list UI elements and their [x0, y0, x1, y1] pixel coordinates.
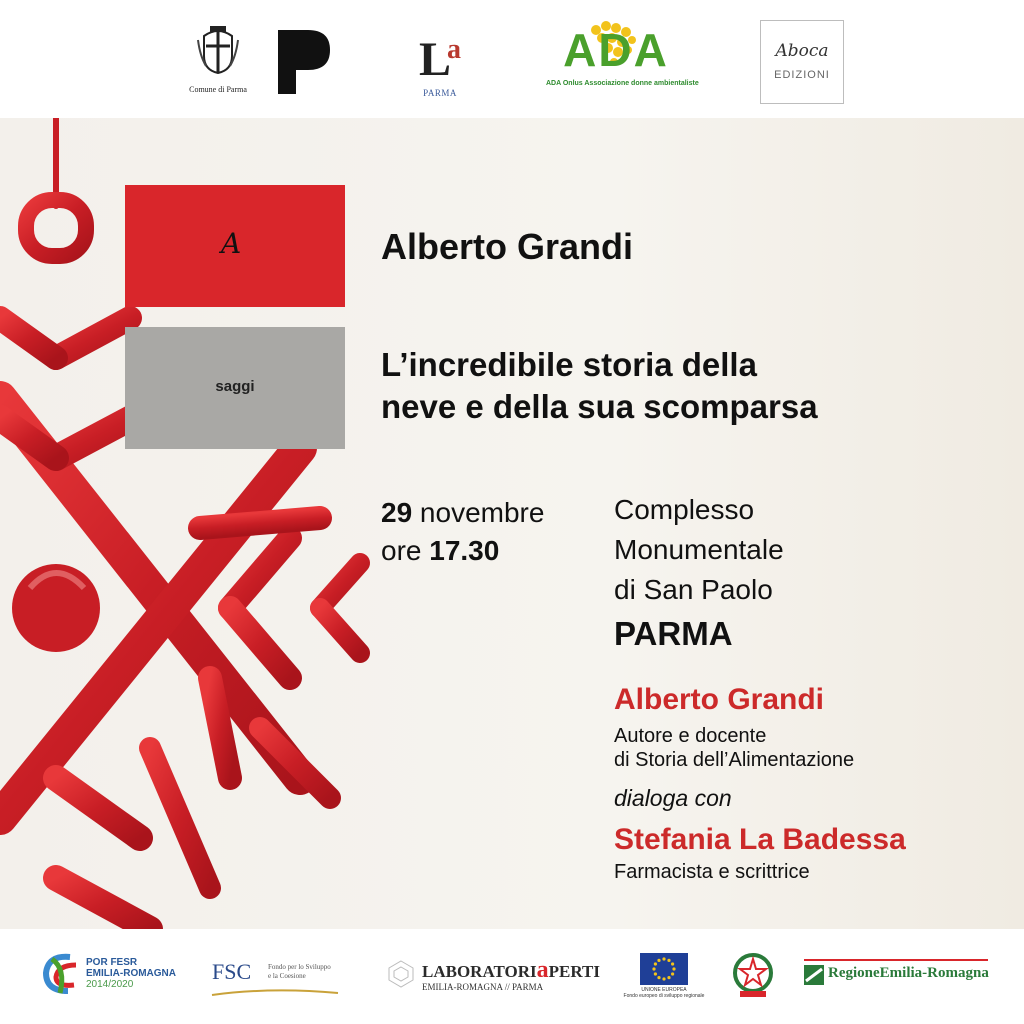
eu-text: UNIONE EUROPEA Fondo europeo di sviluppo regionale	[623, 987, 705, 999]
regione-emilia-romagna-logo	[804, 959, 988, 995]
book-cover-red-block	[125, 185, 345, 307]
regione-emilia-romagna-text: RegioneEmilia-Romagna	[828, 965, 989, 981]
ada-onlus-logo	[546, 22, 699, 98]
fsc-swoosh-icon	[210, 987, 340, 999]
ada-mark: ADA	[563, 24, 669, 76]
book-title-line-1: L’incredibile storia della	[381, 346, 757, 383]
ada-caption: ADA Onlus Associazione donne ambientaliste	[546, 80, 699, 87]
event-date-time	[381, 494, 544, 570]
aboca-edizioni-label: EDIZIONI	[774, 69, 830, 81]
regione-flag-icon	[804, 965, 824, 985]
book-cover-grey-block	[125, 327, 345, 449]
bottom-sponsor-bar	[0, 929, 1024, 1024]
unione-europea-logo	[616, 949, 712, 1005]
por-fesr-logo	[40, 949, 180, 1001]
venue-line-2: Monumentale	[614, 534, 784, 565]
aboca-edizioni-logo	[760, 20, 844, 104]
laboratori-aperti-subtitle: EMILIA-ROMAGNA // PARMA	[422, 982, 544, 992]
series-label: saggi	[215, 378, 255, 395]
event-poster	[0, 118, 1024, 929]
la-parma-caption: PARMA	[423, 88, 457, 98]
speaker-2-name: Stefania La Badessa	[614, 823, 906, 856]
eu-flag-icon	[640, 953, 688, 985]
por-fesr-swirl-icon	[40, 951, 84, 997]
dialoga-con-text: dialoga con	[614, 785, 732, 811]
regione-top-rule	[804, 959, 988, 963]
parma-crest-icon	[196, 26, 240, 74]
repubblica-italiana-emblem-icon	[730, 949, 776, 1001]
event-time: ore 17.30	[381, 535, 500, 566]
top-logo-bar	[0, 0, 1024, 118]
comune-di-parma-caption: Comune di Parma	[189, 85, 247, 94]
laboratori-aperti-title: LABORATORIaPERTI	[422, 957, 600, 983]
aboca-name: Aboca	[775, 41, 829, 61]
book-title-line-2: neve e della sua scomparsa	[381, 388, 818, 425]
venue-city: PARMA	[614, 615, 733, 652]
aboca-cover-mark: A	[221, 227, 242, 260]
book-title	[381, 344, 818, 428]
speaker-1-name: Alberto Grandi	[614, 683, 825, 716]
laboratori-aperti-logo	[386, 949, 600, 1001]
venue-line-3: di San Paolo	[614, 574, 773, 605]
comune-di-parma-logo	[182, 26, 254, 96]
la-parma-logo	[404, 24, 476, 98]
p-brand-logo	[278, 30, 330, 94]
speaker-2-role: Farmacista e scrittrice	[614, 861, 810, 883]
hexagon-pattern-icon	[386, 959, 416, 989]
event-venue	[614, 490, 784, 654]
fsc-mark: FSC	[212, 959, 252, 984]
venue-line-1: Complesso	[614, 494, 755, 525]
por-fesr-text: POR FESR EMILIA-ROMAGNA 2014/2020	[86, 957, 176, 990]
event-date: 29 novembre	[381, 497, 545, 528]
speaker-1-role: Autore e docente di Storia dell’Alimentazione	[614, 725, 855, 771]
fsc-logo	[210, 949, 350, 1001]
la-mark: $L^a$	[418, 33, 461, 86]
author-heading: Alberto Grandi	[381, 226, 634, 267]
fsc-text: Fondo per lo Sviluppo e la Coesione	[268, 963, 331, 980]
